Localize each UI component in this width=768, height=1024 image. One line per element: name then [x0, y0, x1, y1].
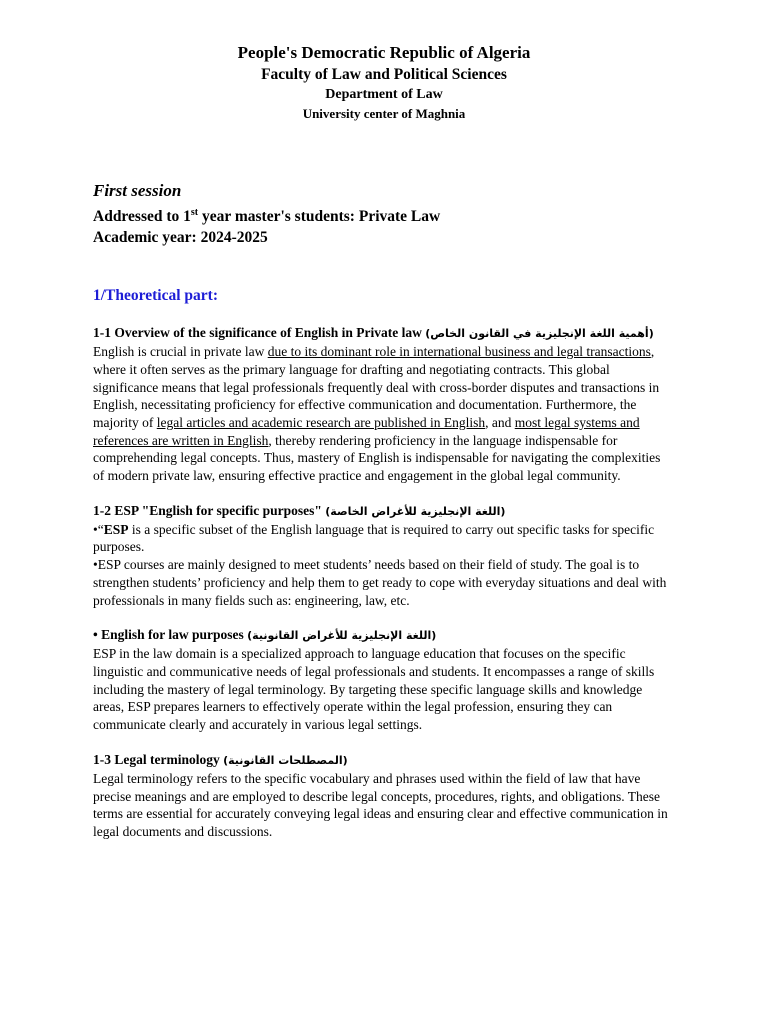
addressed-prefix: Addressed to 1 — [93, 208, 191, 226]
section-title-text: • English for law purposes — [93, 627, 248, 643]
paragraph-text: is a specific subset of the English language that is required to carry out specific tasks for specific purposes. — [93, 521, 655, 555]
section-law-purposes — [93, 626, 673, 734]
section-title-text: 1-2 ESP "English for specific purposes" — [93, 502, 326, 518]
academic-year: Academic year: 2024-2025 — [93, 229, 268, 247]
part-title: 1/Theoretical part: — [93, 287, 218, 305]
section-title — [93, 626, 673, 645]
paragraph-text: , thereby rendering proficiency in the language indispensable for comprehending legal concepts. Thus, mastery of English is indispensable for navigating the complexities of modern private law, ensuring effective practice and engagement in the global legal community. — [93, 432, 661, 484]
bullet-item: •ESP courses are mainly designed to meet students’ needs based on their field of study. The goal is to strengthen students’ proficiency and help them to get ready to cope with everyday situations and deal with professionals in many fields such as: engineering, law, etc. — [93, 557, 667, 608]
addressed-ordinal: st — [190, 207, 199, 218]
bold-term: ESP — [103, 521, 129, 537]
section-paragraph — [93, 343, 673, 485]
faculty-heading: Faculty of Law and Political Sciences — [261, 66, 507, 83]
section-title-text: 1-3 Legal terminology — [93, 751, 224, 767]
paragraph-text: English is crucial in private law — [93, 344, 268, 360]
section-title-text: 1-1 Overview of the significance of English in Private law — [93, 325, 426, 341]
bullet-item — [93, 521, 673, 556]
section-overview — [93, 324, 673, 485]
section-title — [93, 324, 673, 343]
underlined-text: most legal systems and references are written in English — [93, 414, 640, 448]
section-paragraph: ESP in the law domain is a specialized approach to language education that focuses on the specific linguistic and communicative needs of legal professionals and students. It encompasses a range of skills including the mastery of legal terminology. By targeting these specific language skills and knowledge areas, ESP prepares learners to effectively operate within the legal profession, ensuring they can communicate clearly and accurately in various legal settings. — [93, 646, 655, 733]
addressed-line — [93, 202, 673, 227]
section-title — [93, 502, 673, 521]
section-legal-terminology — [93, 751, 673, 841]
section-title-arabic: (أهمية اللغة الإنجليزية في القانون الخاص) — [425, 327, 654, 341]
department-heading: Department of Law — [325, 87, 443, 102]
section-esp — [93, 502, 673, 610]
underlined-text: due to its dominant role in international business and legal transactions — [267, 344, 651, 360]
section-title-arabic: (اللغة الإنجليزية للأغراض الخاصة) — [325, 504, 506, 518]
country-heading: People's Democratic Republic of Algeria — [237, 43, 531, 62]
section-title-arabic: (اللغة الإنجليزية للأغراض القانونية) — [247, 629, 437, 643]
section-paragraph: Legal terminology refers to the specific vocabulary and phrases used within the field of law that have precise meanings and are employed to describe legal concepts, procedures, rights, and obligations. These terms are essential for accurately conveying legal ideas and ensuring clear and effective communication in legal documents and discussions. — [93, 770, 668, 839]
section-title — [93, 751, 673, 770]
underlined-text: legal articles and academic research are published in English — [156, 414, 486, 430]
section-title-arabic: (المصطلحات القانونية) — [223, 753, 348, 767]
session-title: First session — [93, 181, 182, 200]
university-heading: University center of Maghnia — [302, 106, 466, 121]
addressed-suffix: year master's students: Private Law — [198, 208, 441, 226]
paragraph-text: , and — [485, 414, 515, 430]
paragraph-text: , where it often serves as the primary language for drafting and negotiating contracts. This global significance means that legal professionals frequently deal with cross-border disputes and transactions in English, necessitating proficiency for effective communication and documentation. Furthermore, the majority of — [93, 344, 660, 430]
document-body — [93, 180, 673, 841]
bullet-marker: •“ — [93, 521, 104, 537]
